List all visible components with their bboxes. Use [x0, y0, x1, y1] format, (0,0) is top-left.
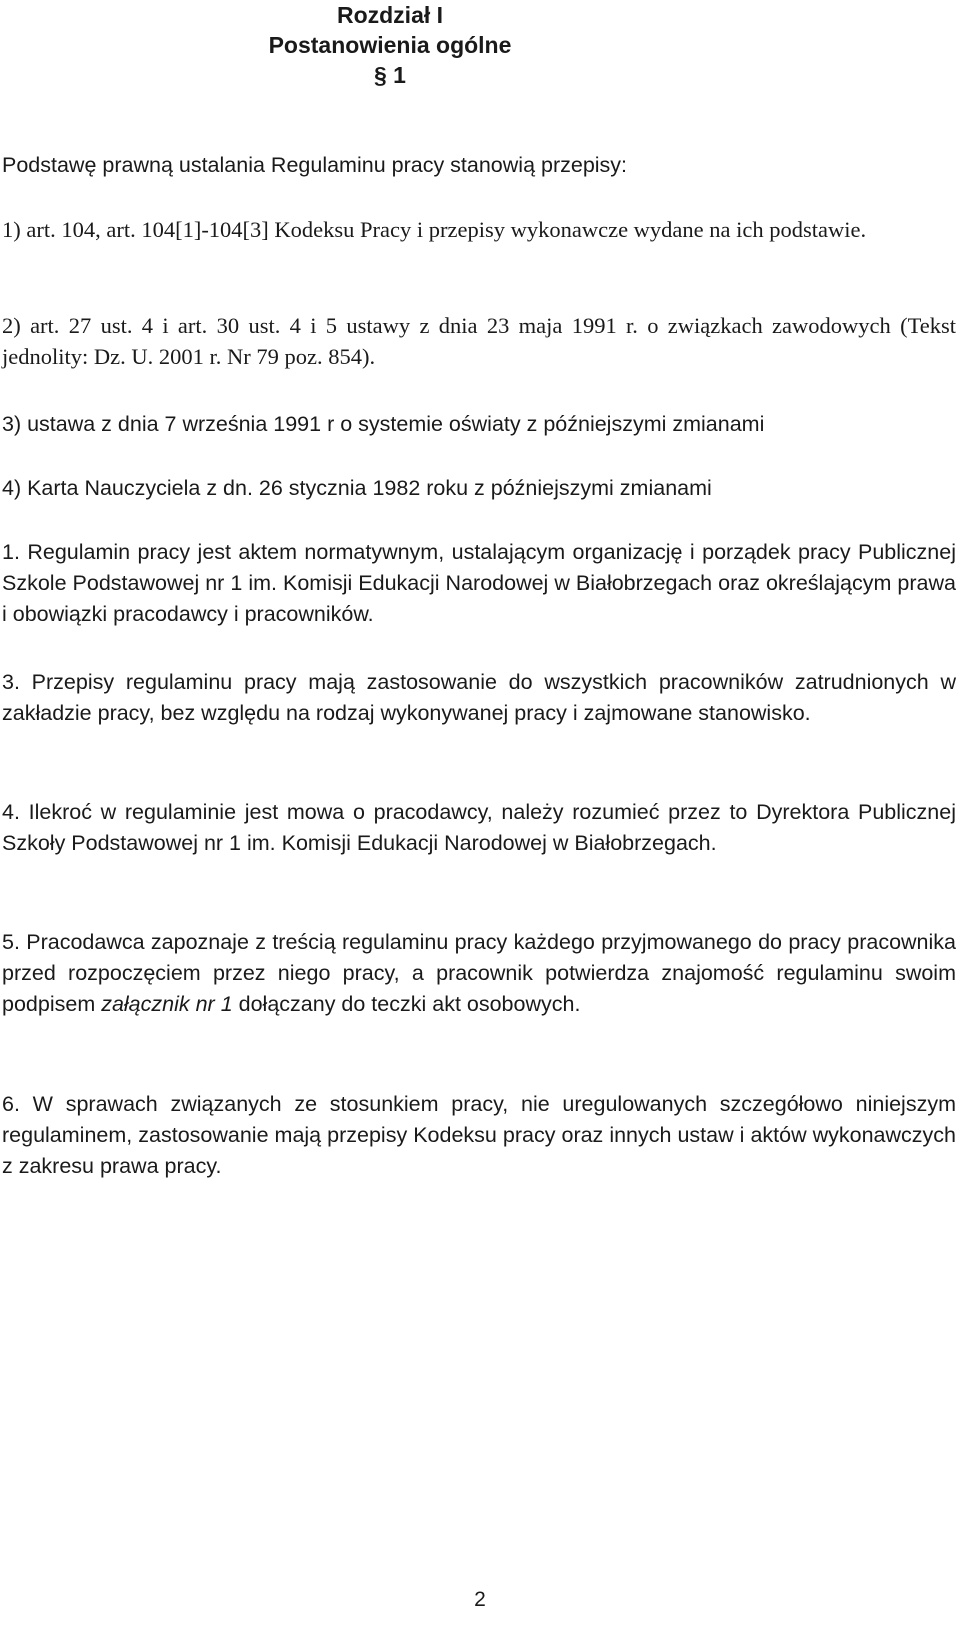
chapter-heading: [0, 0, 960, 90]
basis-item-3: 3) ustawa z dnia 7 września 1991 r o systemie oświaty z późniejszymi zmianami: [2, 412, 765, 436]
page-number: 2: [474, 1588, 486, 1611]
clause-5-text: 5. Pracodawca zapoznaje z treścią regulaminu pracy każdego przyjmowanego do pracy pracownika przed rozpoczęciem przez niego pracy, a pracownik potwierdza znajomość regulaminu swoim podpisem: [2, 930, 956, 1016]
chapter-title: Postanowienia ogólne: [268, 32, 512, 58]
basis-item-1: 1) art. 104, art. 104[1]-104[3] Kodeksu Pracy i przepisy wykonawcze wydane na ich podstawie.: [2, 217, 867, 242]
clause-4: 4. Ilekroć w regulaminie jest mowa o pracodawcy, należy rozumieć przez to Dyrektora Publicznej Szkoły Podstawowej nr 1 im. Komisji Edukacji Narodowej w Białobrzegach.: [2, 800, 956, 855]
clause-5-attachment: załącznik nr 1: [101, 992, 233, 1016]
clause-5-text-end: dołączany do teczki akt osobowych.: [232, 992, 581, 1016]
clause-5: [2, 927, 956, 1020]
section-mark: § 1: [374, 62, 406, 88]
clause-6: 6. W sprawach związanych ze stosunkiem pracy, nie uregulowanych szczegółowo niniejszym regulaminem, zastosowanie mają przepisy Kodeksu pracy oraz innych ustaw i aktów wykonawczych z zakresu prawa pracy.: [2, 1092, 956, 1178]
basis-item-2: 2) art. 27 ust. 4 i art. 30 ust. 4 i 5 ustawy z dnia 23 maja 1991 r. o związkach zawodowych (Tekst jednolity: Dz. U. 2001 r. Nr 79 poz. 854).: [2, 313, 956, 369]
basis-item-4: 4) Karta Nauczyciela z dn. 26 stycznia 1982 roku z późniejszymi zmianami: [2, 476, 712, 500]
clause-1: 1. Regulamin pracy jest aktem normatywnym, ustalającym organizację i porządek pracy Publicznej Szkole Podstawowej nr 1 im. Komisji Edukacji Narodowej w Białobrzegach oraz określającym prawa i obowiązki pracodawcy i pracowników.: [2, 540, 956, 626]
clause-3: 3. Przepisy regulaminu pracy mają zastosowanie do wszystkich pracowników zatrudnionych w zakładzie pracy, bez względu na rodzaj wykonywanej pracy i zajmowane stanowisko.: [2, 670, 956, 725]
chapter-label: Rozdział I: [336, 2, 444, 28]
intro-paragraph: Podstawę prawną ustalania Regulaminu pracy stanowią przepisy:: [2, 153, 628, 177]
